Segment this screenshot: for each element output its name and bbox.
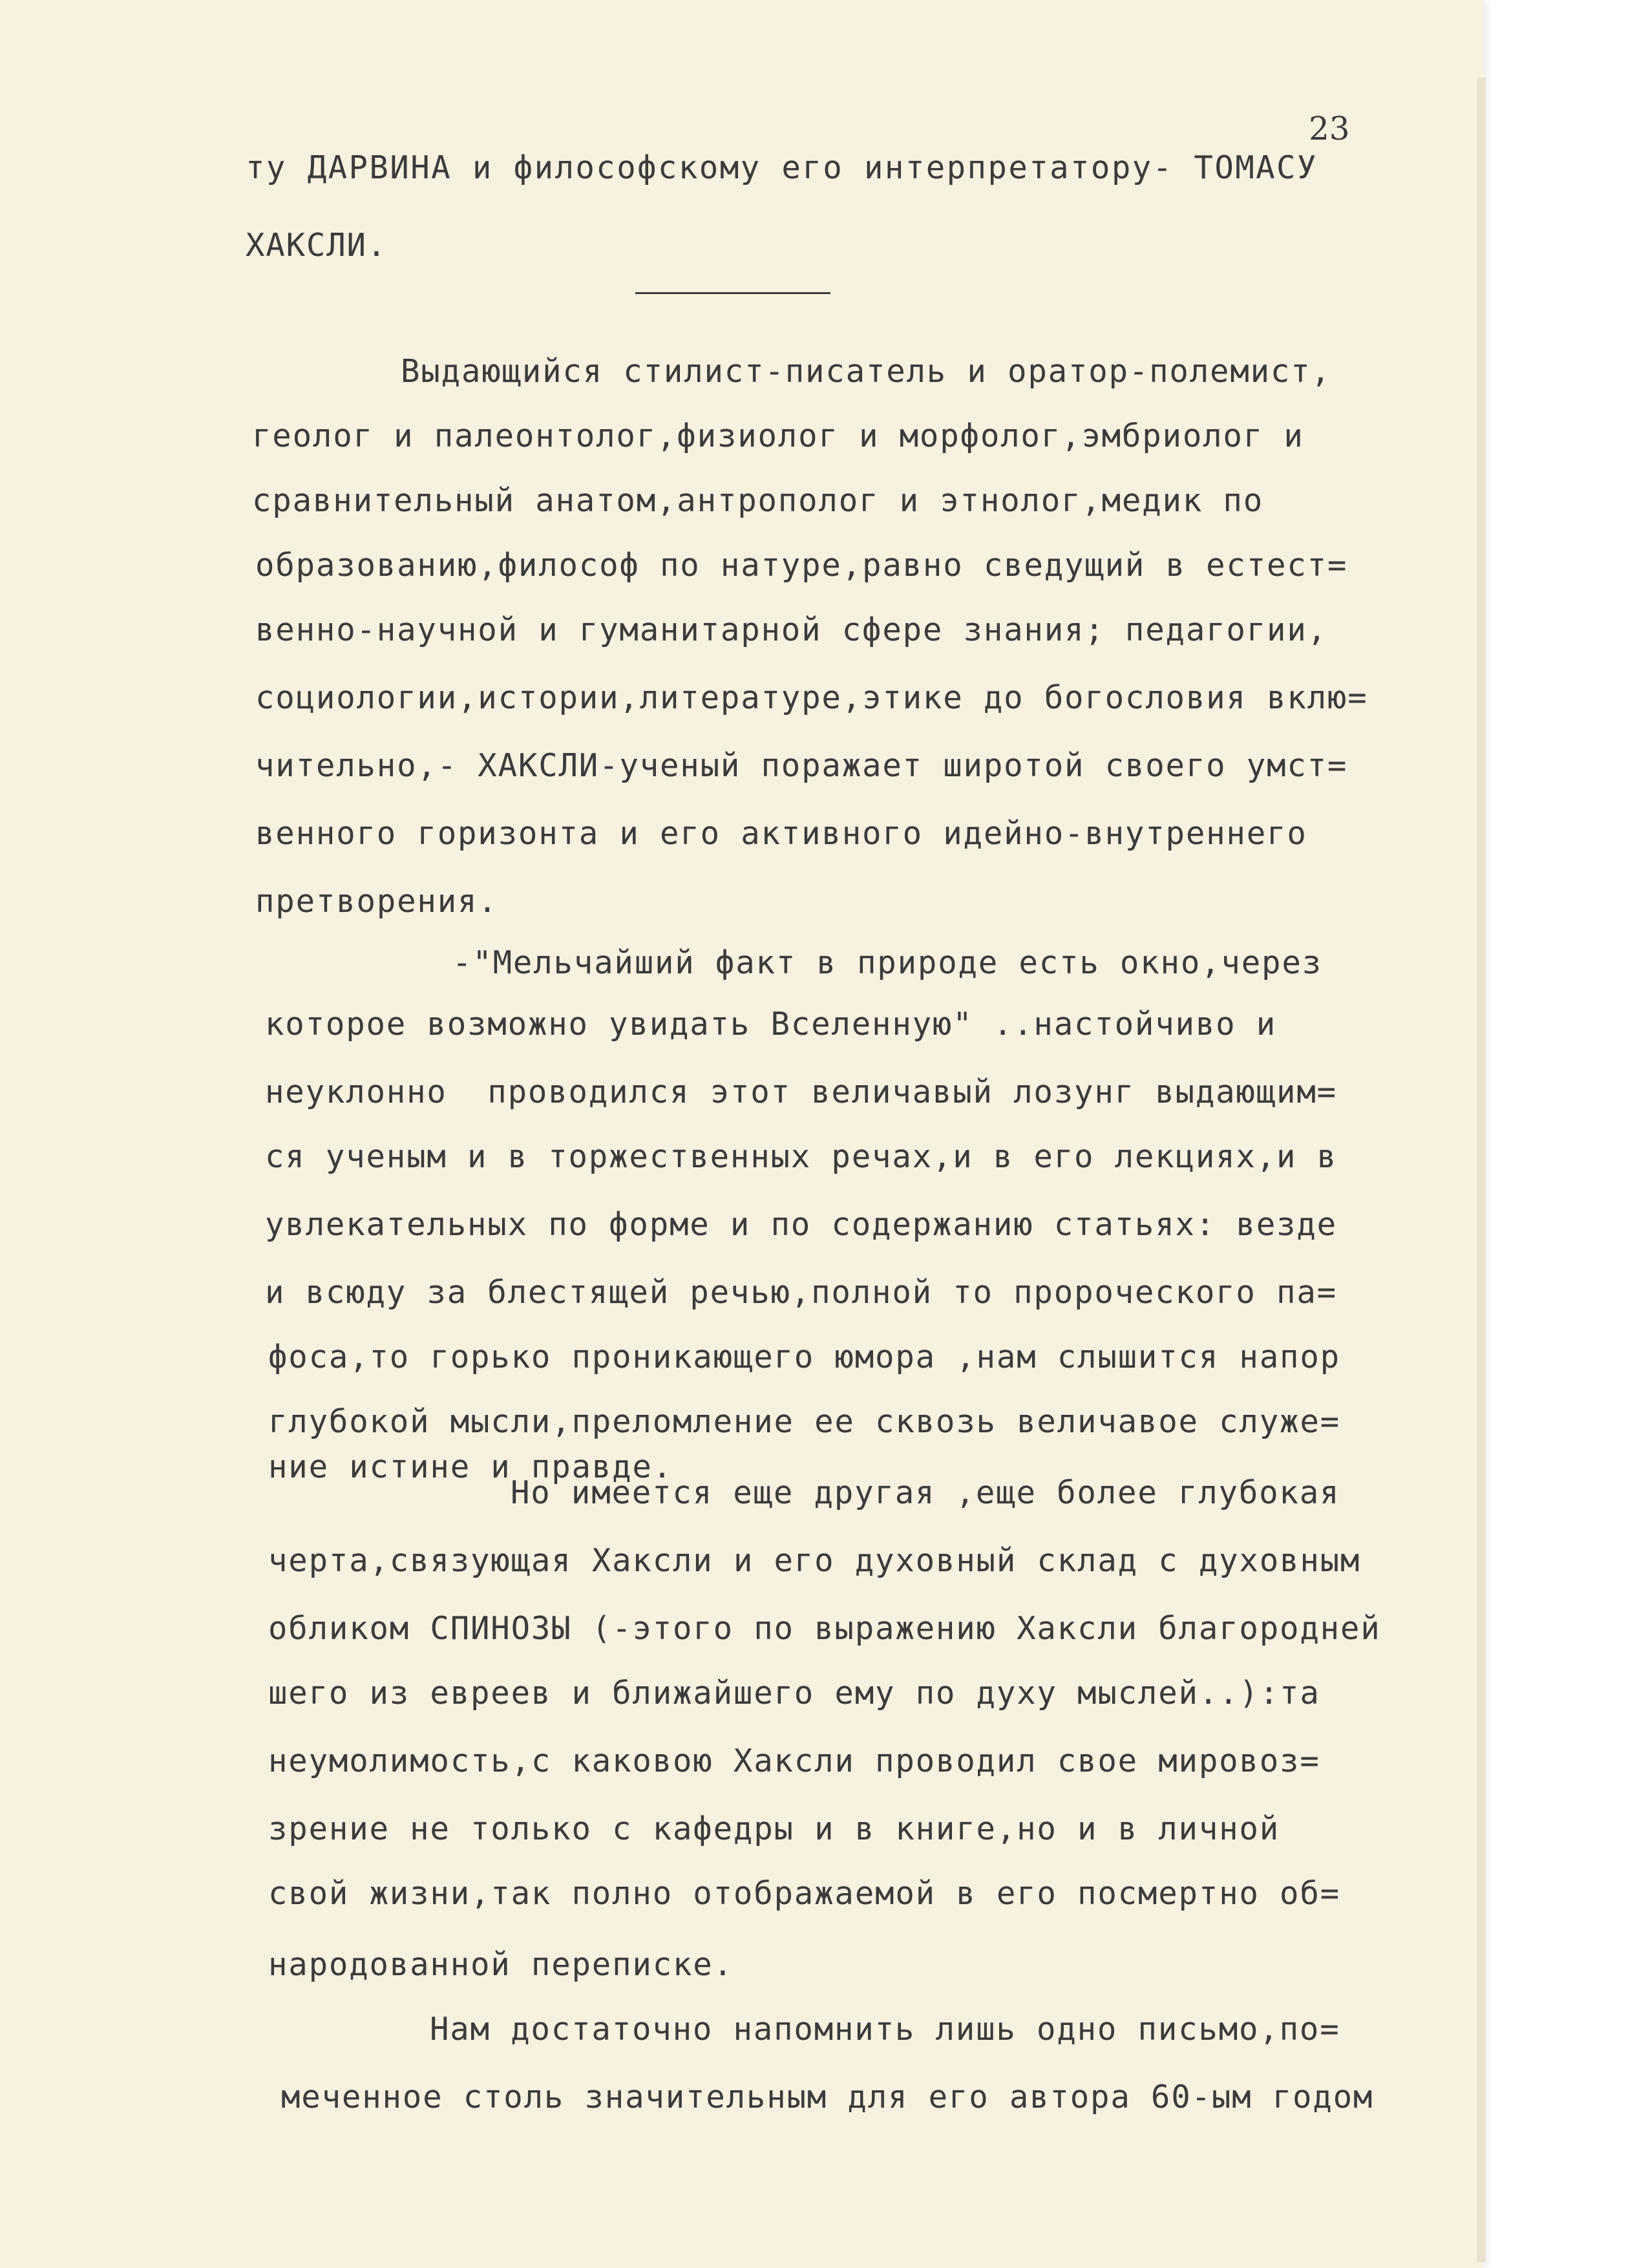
text-line: ХАКСЛИ. [246, 227, 388, 264]
text-line: социологии,истории,литературе,этике до богословия вклю= [255, 679, 1368, 716]
text-line: неумолимость,с каковою Хаксли проводил свое мировоз= [268, 1743, 1320, 1779]
page-edge [1477, 78, 1486, 2262]
text-line: народованной переписке. [268, 1946, 734, 1983]
text-line: которое возможно увидать Вселенную" ..настойчиво и [265, 1006, 1277, 1043]
text-line: Выдающийся стилист-писатель и оратор-полемист, [401, 353, 1331, 390]
text-line: -"Мельчайший факт в природе есть окно,через [452, 944, 1322, 981]
text-line: ся ученым и в торжественных речах,и в его лекциях,и в [265, 1138, 1337, 1175]
text-line: сравнительный анатом,антрополог и этнолог,медик по [252, 482, 1264, 519]
text-line: ту ДАРВИНА и философскому его интерпретатору- ТОМАСУ [246, 149, 1318, 186]
text-line: и всюду за блестящей речью,полной то пророческого па= [265, 1274, 1337, 1311]
text-line: зрение не только с кафедры и в книге,но и в личной [268, 1810, 1280, 1847]
page-number: 23 [1309, 110, 1350, 147]
text-line: свой жизни,так полно отображаемой в его посмертно об= [268, 1875, 1340, 1912]
text-line: образованию,философ по натуре,равно сведущий в естест= [255, 547, 1348, 584]
text-line: фоса,то горько проникающего юмора ,нам слышится напор [268, 1339, 1340, 1375]
text-line: венного горизонта и его активного идейно-внутреннего [255, 815, 1307, 852]
text-line: глубокой мысли,преломление ее сквозь величавое служе= [268, 1403, 1340, 1440]
text-line: геолог и палеонтолог,физиолог и морфолог,эмбриолог и [252, 418, 1304, 454]
text-line: претворения. [255, 883, 498, 920]
text-line: венно-научной и гуманитарной сфере знания; педагогии, [255, 611, 1327, 648]
text-line: Но имеется еще другая ,еще более глубокая [511, 1474, 1340, 1511]
section-divider [635, 292, 830, 294]
text-line: неуклонно проводился этот величавый лозунг выдающим= [265, 1074, 1337, 1110]
text-line: обликом СПИНОЗЫ (-этого по выражению Хаксли благородней [268, 1610, 1381, 1647]
text-line: Нам достаточно напомнить лишь одно письмо,по= [430, 2011, 1340, 2048]
text-line: чительно,- ХАКСЛИ-ученый поражает широтой своего умст= [255, 747, 1348, 784]
text-line: меченное столь значительным для его автора 60-ым годом [281, 2079, 1374, 2115]
text-line: шего из евреев и ближайшего ему по духу мыслей..):та [268, 1675, 1320, 1712]
text-line: ние истине и правде. [268, 1448, 673, 1485]
text-line: черта,связующая Хаксли и его духовный склад с духовным [268, 1542, 1361, 1579]
text-line: увлекательных по форме и по содержанию статьях: везде [265, 1206, 1337, 1243]
